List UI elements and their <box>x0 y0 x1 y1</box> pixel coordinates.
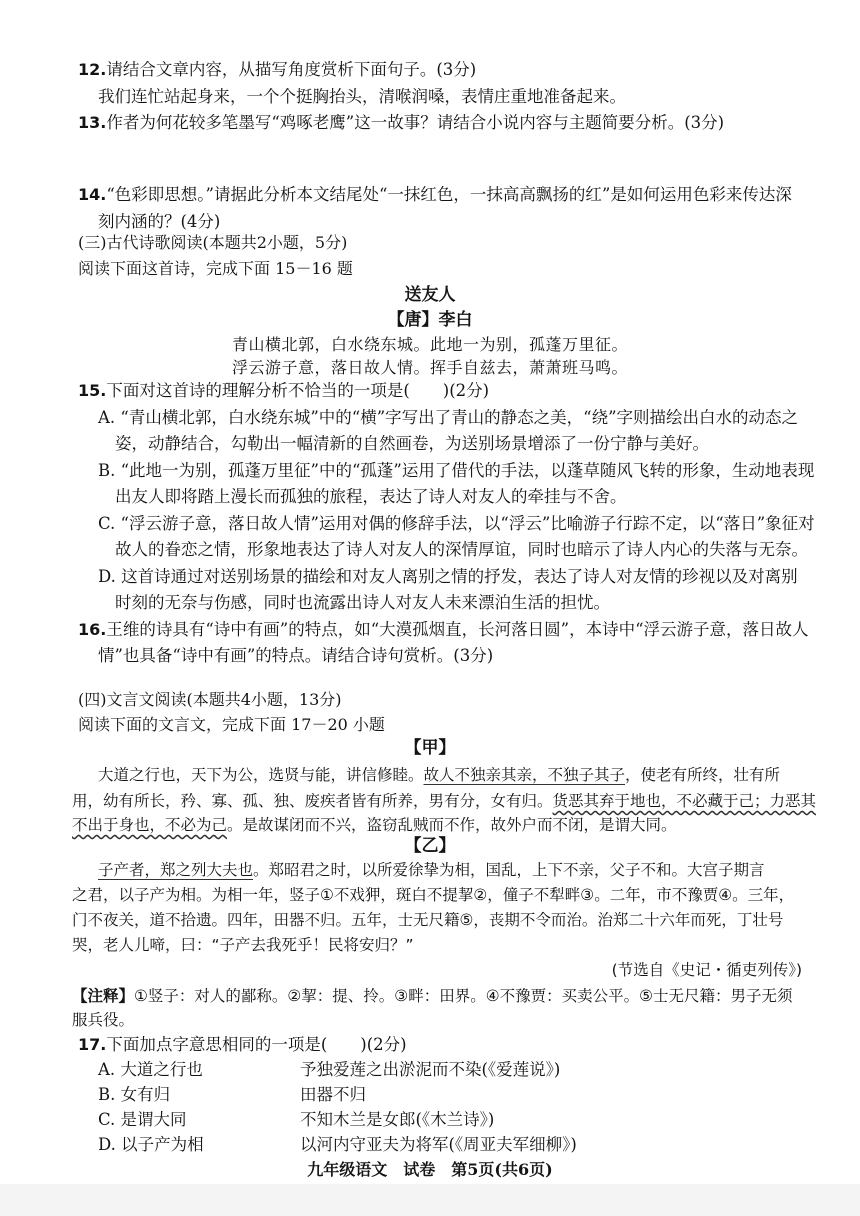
option-d-line2: 时刻的无奈与伤感，同时也流露出诗人对友人未来漂泊生活的担忧。 <box>115 593 610 612</box>
q17-option-d-right: 以河内守亚夫为将军(《周亚夫军细柳》) <box>300 1135 577 1154</box>
page-footer: 九年级语文 试卷 第5页(共6页) <box>307 1160 553 1179</box>
question-12-quote: 我们连忙站起身来，一个个挺胸抬头，清喉润嗓，表情庄重地准备起来。 <box>98 87 626 106</box>
question-text: 作者为何花较多笔墨写“鸡啄老鹰”这一故事？请结合小说内容与主题简要分析。(3分) <box>106 113 725 132</box>
question-14 <box>78 183 792 207</box>
notes-label: 【注释】 <box>72 987 135 1005</box>
passage-yi-line-4: 哭，老人儿啼，曰：“子产去我死乎！民将安归？” <box>72 936 414 954</box>
question-number: 17. <box>78 1035 107 1054</box>
passage-yi-label: 【乙】 <box>404 836 456 856</box>
yi-text: 。郑昭君之时，以所爱徐挚为相，国乱，上下不亲，父子不和。大宫子期言 <box>253 861 765 879</box>
section-4-instruction: 阅读下面的文言文，完成下面 17－20 小题 <box>78 715 385 734</box>
passage-jia-line-2 <box>72 789 816 813</box>
q17-option-b-right: 田器不归 <box>300 1085 366 1104</box>
option-c-line2: 故人的眷恋之情，形象地表达了诗人对友人的深情厚谊，同时也暗示了诗人内心的失落与无奈。 <box>115 540 808 559</box>
poem-title: 送友人 <box>404 285 456 305</box>
section-3-instruction: 阅读下面这首诗，完成下面 15－16 题 <box>78 259 353 278</box>
jia-wavy-sentence: 货恶其弃于地也，不必藏于己；力恶其 <box>552 792 817 810</box>
section-4-heading: (四)文言文阅读(本题共4小题，13分) <box>78 690 342 709</box>
question-14-line2: 刻内涵的？(4分) <box>98 212 221 231</box>
jia-text: 大道之行也，天下为公，选贤与能，讲信修睦。 <box>98 766 424 784</box>
passage-yi-line-2: 之君，以子产为相。为相一年，竖子①不戏狎，斑白不提挈②，僮子不犁畔③。二年，市不豫贾④。三年， <box>72 886 795 904</box>
option-a-line2: 姿，动静结合，勾勒出一幅清新的自然画卷，为送别场景增添了一份宁静与美好。 <box>115 434 709 453</box>
passage-source: (节选自《史记・循吏列传》) <box>611 961 802 979</box>
question-16-line2: 情”也具备“诗中有画”的特点。请结合诗句赏析。(3分) <box>98 646 494 665</box>
question-15 <box>78 379 489 403</box>
passage-jia-label: 【甲】 <box>404 738 456 758</box>
jia-text: 。是故谋闭而不兴，盗窃乱贼而不作，故外户而不闭，是谓大同。 <box>227 816 677 834</box>
passage-jia-line-1 <box>98 763 780 787</box>
question-17 <box>78 1033 407 1057</box>
q17-option-d-left: D. 以子产为相 <box>98 1135 204 1154</box>
question-number: 15. <box>78 381 107 400</box>
jia-text: ，使老有所终，壮有所 <box>625 766 781 784</box>
question-number: 13. <box>78 113 107 132</box>
q17-option-c-left: C. 是谓大同 <box>98 1110 187 1129</box>
notes-text: ①竖子：对人的鄙称。②挈：提、拎。③畔：田界。④不豫贾：买卖公平。⑤士无尺籍：男子无须 <box>134 987 793 1005</box>
option-b-line2: 出友人即将踏上漫长而孤独的旅程，表达了诗人对友人的牵挂与不舍。 <box>115 487 627 506</box>
question-13 <box>78 111 724 135</box>
jia-underlined-sentence: 故人不独亲其亲，不独子其子 <box>423 766 626 784</box>
q17-option-a-left: A. 大道之行也 <box>98 1060 203 1079</box>
q17-option-b-left: B. 女有归 <box>98 1085 171 1104</box>
question-number: 14. <box>78 185 107 204</box>
q17-option-a-right: 予独爱莲之出淤泥而不染(《爱莲说》) <box>300 1060 561 1079</box>
option-b-line1: B. “此地一为别，孤蓬万里征”中的“孤蓬”运用了借代的手法，以蓬草随风飞转的形象，生动地表现 <box>98 461 815 480</box>
scan-bottom-margin <box>0 1184 860 1216</box>
question-text: 请结合文章内容，从描写角度赏析下面句子。(3分) <box>106 60 477 79</box>
question-text: 下面对这首诗的理解分析不恰当的一项是( )(2分) <box>106 381 490 400</box>
question-text: “色彩即思想。”请据此分析本文结尾处“一抹红色，一抹高高飘扬的红”是如何运用色彩来传达深 <box>106 185 792 204</box>
notes-line-1 <box>72 984 793 1008</box>
notes-line-2: 服兵役。 <box>72 1011 135 1029</box>
section-3-heading: (三)古代诗歌阅读(本题共2小题，5分) <box>78 233 348 252</box>
passage-yi-line-1 <box>98 858 765 882</box>
q17-option-c-right: 不知木兰是女郎(《木兰诗》) <box>300 1110 495 1129</box>
option-c-line1: C. “浮云游子意，落日故人情”运用对偶的修辞手法，以“浮云”比喻游子行踪不定，以“落日”象征对 <box>98 514 815 533</box>
question-16 <box>78 618 809 642</box>
poem-line-2: 浮云游子意，落日故人情。挥手自兹去，萧萧班马鸣。 <box>231 358 628 377</box>
option-d-line1: D. 这首诗通过对送别场景的描绘和对友人离别之情的抒发，表达了诗人对友情的珍视以及对离别 <box>98 567 798 586</box>
jia-wavy-sentence: 不出于身也，不必为己 <box>72 816 228 834</box>
poem-line-1: 青山横北郭，白水绕东城。此地一为别，孤蓬万里征。 <box>231 335 628 354</box>
option-a-line1: A. “青山横北郭，白水绕东城”中的“横”字写出了青山的静态之美，“绕”字则描绘出白水的动态之 <box>98 408 799 427</box>
question-text: 王维的诗具有“诗中有画”的特点，如“大漠孤烟直，长河落日圆”，本诗中“浮云游子意，落日故人 <box>106 620 809 639</box>
passage-yi-line-3: 门不夜关，道不拾遗。四年，田器不归。五年，士无尺籍⑤，丧期不令而治。治郑二十六年而死，丁壮号 <box>72 911 784 929</box>
yi-underlined-sentence: 子产者，郑之列大夫也 <box>98 861 254 879</box>
question-text: 下面加点字意思相同的一项是( )(2分) <box>106 1035 407 1054</box>
poem-author: 【唐】李白 <box>387 310 473 330</box>
question-number: 12. <box>78 60 107 79</box>
jia-text: 用，幼有所长，矜、寡、孤、独、废疾者皆有所养，男有分，女有归。 <box>72 792 553 810</box>
question-12 <box>78 58 476 82</box>
question-number: 16. <box>78 620 107 639</box>
